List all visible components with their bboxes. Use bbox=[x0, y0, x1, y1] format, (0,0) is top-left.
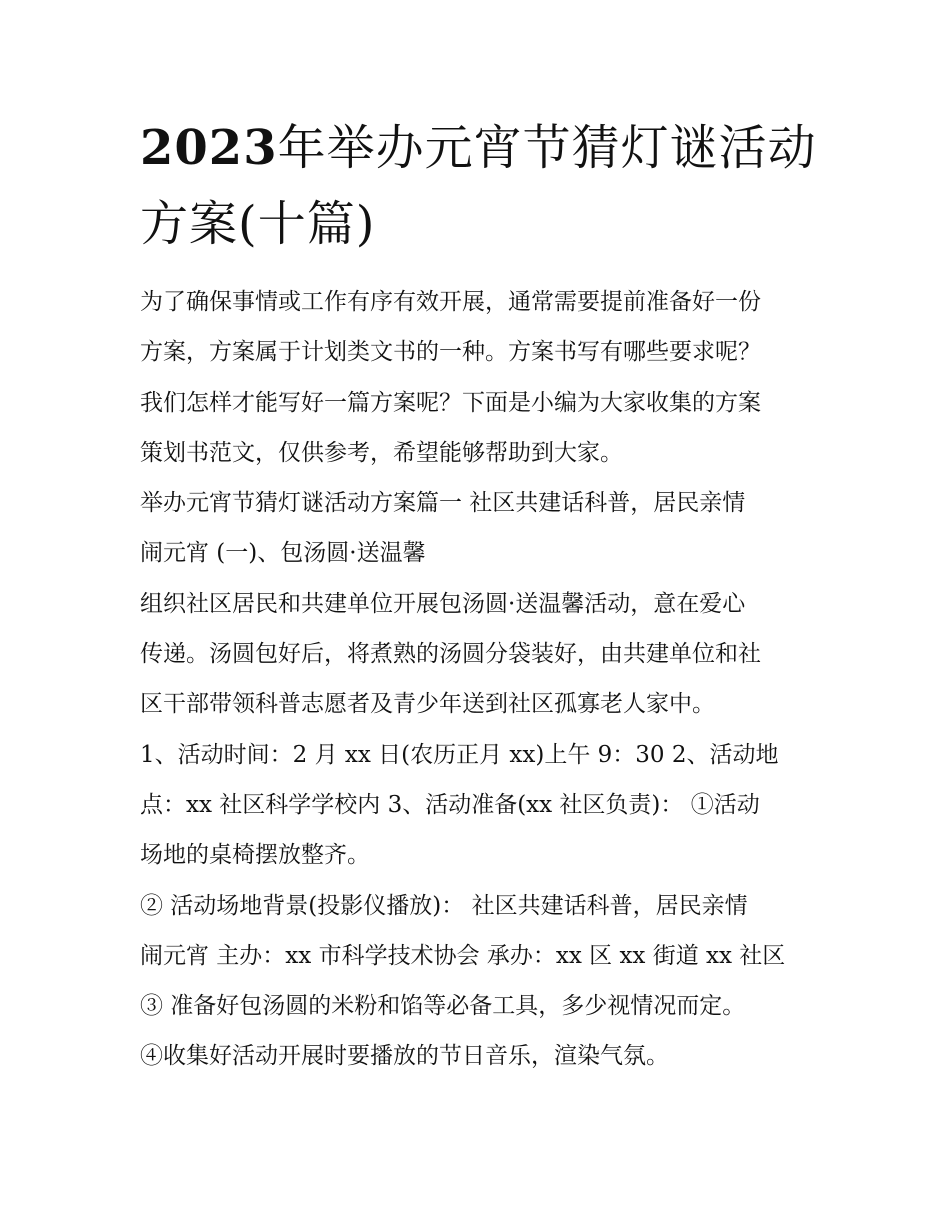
body-line: ③ 准备好包汤圆的米粉和馅等必备工具，多少视情况而定。 bbox=[140, 993, 746, 1020]
body-line: 方案，方案属于计划类文书的一种。方案书写有哪些要求呢？ bbox=[140, 339, 761, 366]
document-title bbox=[140, 110, 820, 262]
body-line: 闹元宵 (一)、包汤圆·送温馨 bbox=[140, 540, 426, 567]
body-line: 场地的桌椅摆放整齐。 bbox=[140, 842, 370, 869]
body-line: 策划书范文，仅供参考，希望能够帮助到大家。 bbox=[140, 439, 623, 466]
body-line: 举办元宵节猜灯谜活动方案篇一 社区共建话科普，居民亲情 bbox=[140, 490, 746, 517]
body-line: ② 活动场地背景(投影仪播放)： 社区共建话科普，居民亲情 bbox=[140, 892, 748, 919]
body-line: ④收集好活动开展时要播放的节日音乐，渲染气氛。 bbox=[140, 1043, 669, 1070]
body-line: 点：xx 社区科学学校内 3、活动准备(xx 社区负责)： ①活动 bbox=[140, 791, 760, 818]
title-line1-rest: 年举办元宵节猜灯谜活动 bbox=[277, 120, 817, 176]
body-line: 区干部带领科普志愿者及青少年送到社区孤寡老人家中。 bbox=[140, 691, 715, 718]
body-line: 为了确保事情或工作有序有效开展，通常需要提前准备好一份 bbox=[140, 289, 761, 315]
body-line: 闹元宵 主办：xx 市科学技术协会 承办：xx 区 xx 街道 xx 社区 bbox=[140, 942, 786, 969]
body-line: 1、活动时间：2 月 xx 日(农历正月 xx)上午 9：30 2、活动地 bbox=[140, 741, 779, 768]
title-line2: 方案(十篇) bbox=[140, 196, 376, 252]
document-body bbox=[140, 277, 820, 1082]
body-line: 我们怎样才能写好一篇方案呢？下面是小编为大家收集的方案 bbox=[140, 389, 761, 416]
body-line: 传递。汤圆包好后，将煮熟的汤圆分袋装好，由共建单位和社 bbox=[140, 641, 761, 668]
title-year: 2023 bbox=[140, 120, 278, 176]
body-line: 组织社区居民和共建单位开展包汤圆·送温馨活动，意在爱心 bbox=[140, 590, 746, 617]
